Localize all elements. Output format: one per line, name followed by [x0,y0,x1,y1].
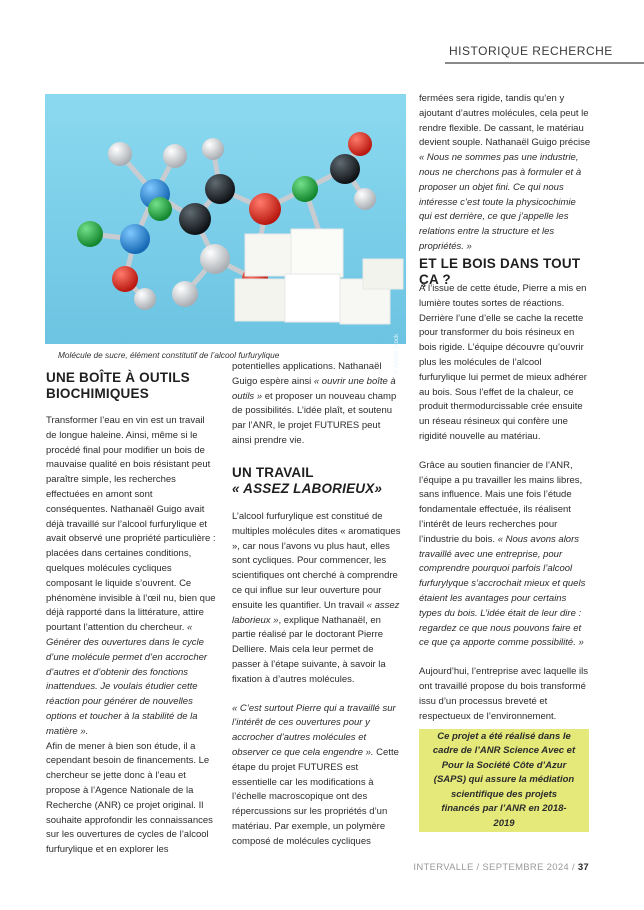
quote: « assez laborieux » [232,599,400,626]
paragraph: L’alcool furfurylique est constitué de multiples molécules dites « aromatiques », car nous l’avons vu plus haut, elles sont cycliques. Pour commencer, les scientifiques ont cherché à comprendre ce qui influe sur leur ouverture pour ensuite les quantifier. Un travail « assez laborieux », explique Nathanaël, en partie réalisé par le doctorant Pierre Delliere. Mais cela leur permet de passer à l’étape suivante, à savoir la fixation à d’autres molécules. [232,511,401,685]
heading-boite-a-outils: UNE BOÎTE À OUTILS BIOCHIMIQUES [46,370,190,401]
section-label: HISTORIQUE RECHERCHE [449,44,613,58]
quote: « ouvrir une boîte à outils » [232,375,396,402]
paragraph: Afin de mener à bien son étude, il a cependant besoin de financements. Le chercheur se jette donc à l’eau et propose à l’Agence Nationale de la Recherche (ANR) ce projet original. Il souhaite approfondir les connaissances sur les ouvertures de cycles de l’alcool furfurylique et en explorer les [46,740,213,856]
section-rule [445,62,644,64]
paragraph: Aujourd’hui, l’entreprise avec laquelle ils ont travaillé propose du bois transformé issu d’un processus breveté et respectueux de l’environnement. [419,666,588,722]
heading-un-travail: UN TRAVAIL « ASSEZ LABORIEUX» [232,465,383,496]
info-box-text: Ce projet a été réalisé dans le cadre de l’ANR Science Avec et Pour la Société Côte d’Azur (SAPS) qui assure la médiation scientifique des projets financés par l’ANR en 2018-2019 [432,731,576,829]
issue-date: SEPTEMBRE 2024 [482,862,569,873]
paragraph: Transformer l’eau en vin est un travail de longue haleine. Ainsi, même si le procédé final pour modifier un bois de mauvaise qualité en bois résistant peut paraître simple, les recherches effectuées en amont sont conséquentes. Nathanaël Guigo avait déjà travaillé sur l’alcool furfurylique et avait observé une propriété particulière : placées dans certaines conditions, quelques molécules cycliques composant le liquide s’ouvrent. Ce phénomène invisible à l’œil nu, bien que déjà rapporté dans la littérature, attire pourtant l’attention du chercheur. « Générer des ouvertures dans le cycle d’une molécule permet d’en accrocher d’autres et d’obtenir des fonctions inattendues. Je voulais étudier cette réaction pour générer de nouvelles options et toucher à la stabilité de la matière ». [46,415,216,737]
quote: « Générer des ouvertures dans le cycle d’une molécule permet d’en accrocher d’autres et d’obtenir des fonctions inattendues. Je voulais étudier cette réaction pour générer de nouvelles options et toucher à la stabilité de la matière ». [46,622,208,737]
molecule-illustration [45,94,406,344]
magazine-name: INTERVALLE [413,862,474,873]
info-box [419,729,589,832]
paragraph: potentielles applications. Nathanaël Guigo espère ainsi « ouvrir une boîte à outils » et proposer un nouveau champ de possibilités. L’idée plaît, et soutenu par l’ANR, le projet FUTURES peut ainsi prendre vie. [232,361,397,446]
paragraph: Grâce au soutien financier de l’ANR, l’équipe a pu travailler les mains libres, sans influence. Mais une fois l’étude fondamentale effectuée, ils réalisent l’intérêt de leurs recherches pour l’industrie du bois. « Nous avons alors travaillé avec une entreprise, pour comprendre pourquoi parfois l’alcool furfurylyque s’accrochait mieux et quels étaient les avantages pour certains types du bois. L’idée était de leur dire : regardez ce que nous pouvons faire et ce que ça apporte comme possibilité. » [419,459,586,649]
column-3-text-top [419,92,591,255]
paragraph: « C’est surtout Pierre qui a travaillé sur l’intérêt de ces ouvertures pour y accrocher d’autres molécules et observer ce que cela engendre ». Cette étape du projet FUTURES est essentielle car les modifications à l’échelle macroscopique ont des répercussions sur les propriétés d’un matériau. Par exemple, un polymère composé de molécules cycliques [232,702,399,847]
column-1-text [46,414,216,858]
quote: « Nous ne sommes pas une industrie, nous ne cherchons pas à formuler et à proposer un objet fini. Ce qui nous intéresse c’est toute la physicochimie qui est derrière, ce que j’appelle les relations entre la structure et les propriétés. » [419,152,582,252]
paragraph: À l’issue de cette étude, Pierre a mis en lumière toutes sortes de réactions. Derrière l’une d’elle se cache la recette pour transformer du bois résineux en bois rigide. L’équipe découvre qu’ouvrir plus les molécules de l’alcool furfurylique lui permet de mieux adhérer au bois. Sous l’effet de la chaleur, ce produit thermodurcissable crée ensuite un réseau résineux qui confère une rigidité nouvelle au matériau. [419,283,587,442]
paragraph: fermées sera rigide, tandis qu’en y ajoutant d’autres molécules, cela peut le rendre flexible. De cassant, le matériau devient souple. Nathanaël Guigo précise « Nous ne sommes pas une industrie, nous ne cherchons pas à formuler et à proposer un objet fini. Ce qui nous intéresse c’est toute la physicochimie qui est derrière, ce que j’appelle les relations entre la structure et les propriétés. » [419,93,591,252]
quote: « Nous avons alors travaillé avec une entreprise, pour comprendre pourquoi parfois l’alcool furfurylyque s’accrochait mieux et quels étaient les avantages pour certains types du bois. L’idée était de leur dire : regardez ce que nous pouvons faire et ce que ça apporte comme possibilité. » [419,533,586,649]
column-2-text-top [232,360,402,449]
heading-bois: ET LE BOIS DANS TOUT ÇA ? [419,256,581,287]
column-2-text-bottom [232,510,402,850]
page-footer: INTERVALLE / SEPTEMBRE 2024 / 37 [413,862,589,873]
photo-caption: Molécule de sucre, élément constitutif de l’alcool furfurylique [58,350,280,360]
quote: « C’est surtout Pierre qui a travaillé sur l’intérêt de ces ouvertures pour y accrocher d’autres molécules et observer ce que cela engendre ». [232,702,396,758]
page-number: 37 [577,862,589,873]
column-3-text-bottom [419,282,591,724]
photo-credit: © Adobe Stock [394,334,400,374]
